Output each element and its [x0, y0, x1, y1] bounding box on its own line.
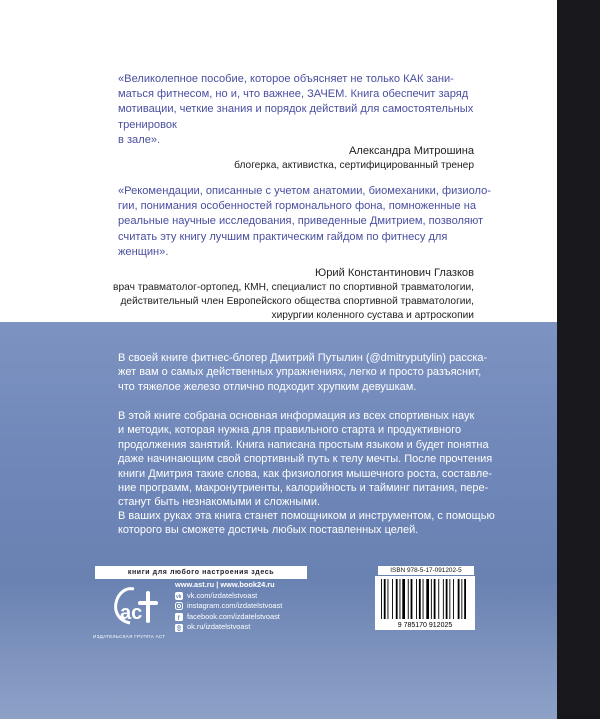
author-name: Александра Митрошина: [348, 145, 474, 157]
website-links[interactable]: www.ast.ru | www.book24.ru: [175, 580, 275, 589]
author-description: действительный член Европейского общества спортивной травматологии,: [120, 296, 474, 308]
quote-line: считать эту книгу лучшим практическим гайдом по фитнесу для: [118, 230, 448, 243]
review-section: [0, 0, 557, 322]
svg-text:f: f: [177, 616, 180, 622]
author-description: блогерка, активистка, сертифицированный тренер: [234, 160, 474, 171]
isbn-label: ISBN 978-5-17-091202-5: [378, 566, 474, 575]
ast-logo-icon: [104, 583, 168, 633]
barcode-icon: [375, 576, 475, 630]
review-author-1: [234, 144, 474, 173]
review-quote-1: [118, 72, 474, 148]
description-paragraph-1: [118, 351, 488, 394]
quote-line: реальные научные исследования, приведенные Дмитрием, позволяют: [118, 215, 484, 228]
social-link-facebook[interactable]: [175, 612, 282, 623]
social-link-vk[interactable]: [175, 591, 282, 602]
description-paragraph-3: [118, 509, 495, 538]
paragraph-line: продолжения занятий. Книга написана простым языком и будет понятна: [118, 438, 489, 451]
facebook-icon: [175, 613, 183, 621]
paragraph-line: В этой книге собрана основная информация из всех спортивных наук: [118, 410, 475, 422]
social-link-text: ok.ru/izdatelstvoast: [187, 622, 251, 632]
paragraph-line: книги Дмитрия такие слова, как физиология мышечного роста, составле-: [118, 467, 492, 480]
author-description: врач травматолог-ортопед, КМН, специалист по спортивной травматологии,: [113, 282, 474, 293]
publisher-links: [175, 580, 282, 633]
paragraph-line: что тяжелое железо отлично подходит хрупким девушкам.: [118, 380, 417, 393]
quote-line: «Рекомендации, описанные с учетом анатомии, биомеханики, физиоло-: [118, 185, 491, 197]
social-link-text: vk.com/izdatelstvoast: [187, 590, 258, 600]
quote-line: мотивации, четкие знания и порядок действий для самостоятельных: [118, 103, 474, 116]
svg-text:ac: ac: [120, 602, 143, 624]
social-link-text: instagram.com/izdatelstvoast: [187, 601, 283, 611]
paragraph-line: и методик, которая нужна для правильного старта и продуктивного: [118, 424, 462, 437]
ok-icon: [175, 624, 183, 632]
tagline-banner: книги для любого настроения здесь: [95, 566, 307, 579]
quote-line: «Великолепное пособие, которое объясняет не только КАК зани-: [118, 73, 454, 85]
author-name: Юрий Константинович Глазков: [315, 267, 474, 279]
paragraph-line: ние программ, макронутриенты, калорийность и тайминг питания, пере-: [118, 482, 489, 495]
quote-line: гии, понимания особенностей гормонального фона, помноженные на: [118, 200, 477, 213]
paragraph-line: В ваших руках эта книга станет помощником и инструментом, с помощью: [118, 510, 495, 522]
instagram-icon: [175, 602, 183, 610]
review-author-2: [113, 266, 474, 324]
social-link-instagram[interactable]: [175, 601, 282, 612]
description-paragraph-2: [118, 409, 493, 510]
social-link-text: facebook.com/izdatelstvoast: [187, 611, 280, 621]
author-description: хирургии коленного сустава и артроскопии: [271, 310, 474, 322]
paragraph-line: даже начинающим свой спортивный путь к телу мечты. После прочтения: [118, 453, 493, 466]
paragraph-line: В своей книге фитнес-блогер Дмитрий Путылин (@dmitryputylin) расска-: [118, 352, 488, 364]
paragraph-line: станут быть незнакомыми и сложными.: [118, 496, 321, 509]
quote-line: тренировок: [118, 118, 177, 131]
barcode-digits: 9 785170 912025: [397, 622, 453, 629]
quote-line: маться фитнесом, но и, что важнее, ЗАЧЕМ. Книга обеспечит заряд: [118, 88, 469, 101]
vk-icon: [175, 592, 183, 600]
cover-spine: [557, 0, 600, 719]
review-quote-2: [118, 184, 491, 260]
paragraph-line: которого вы сможете достичь любых поставленных целей.: [118, 524, 419, 537]
paragraph-line: жет вам о самых действенных упражнениях, легко и просто разъяснит,: [118, 366, 482, 379]
quote-line: женщин».: [118, 245, 169, 258]
publisher-caption: ИЗДАТЕЛЬСКАЯ ГРУППА АСТ: [93, 634, 166, 639]
svg-text:vk: vk: [176, 593, 182, 600]
quote-line: в зале».: [118, 133, 161, 146]
social-link-ok[interactable]: [175, 622, 282, 633]
